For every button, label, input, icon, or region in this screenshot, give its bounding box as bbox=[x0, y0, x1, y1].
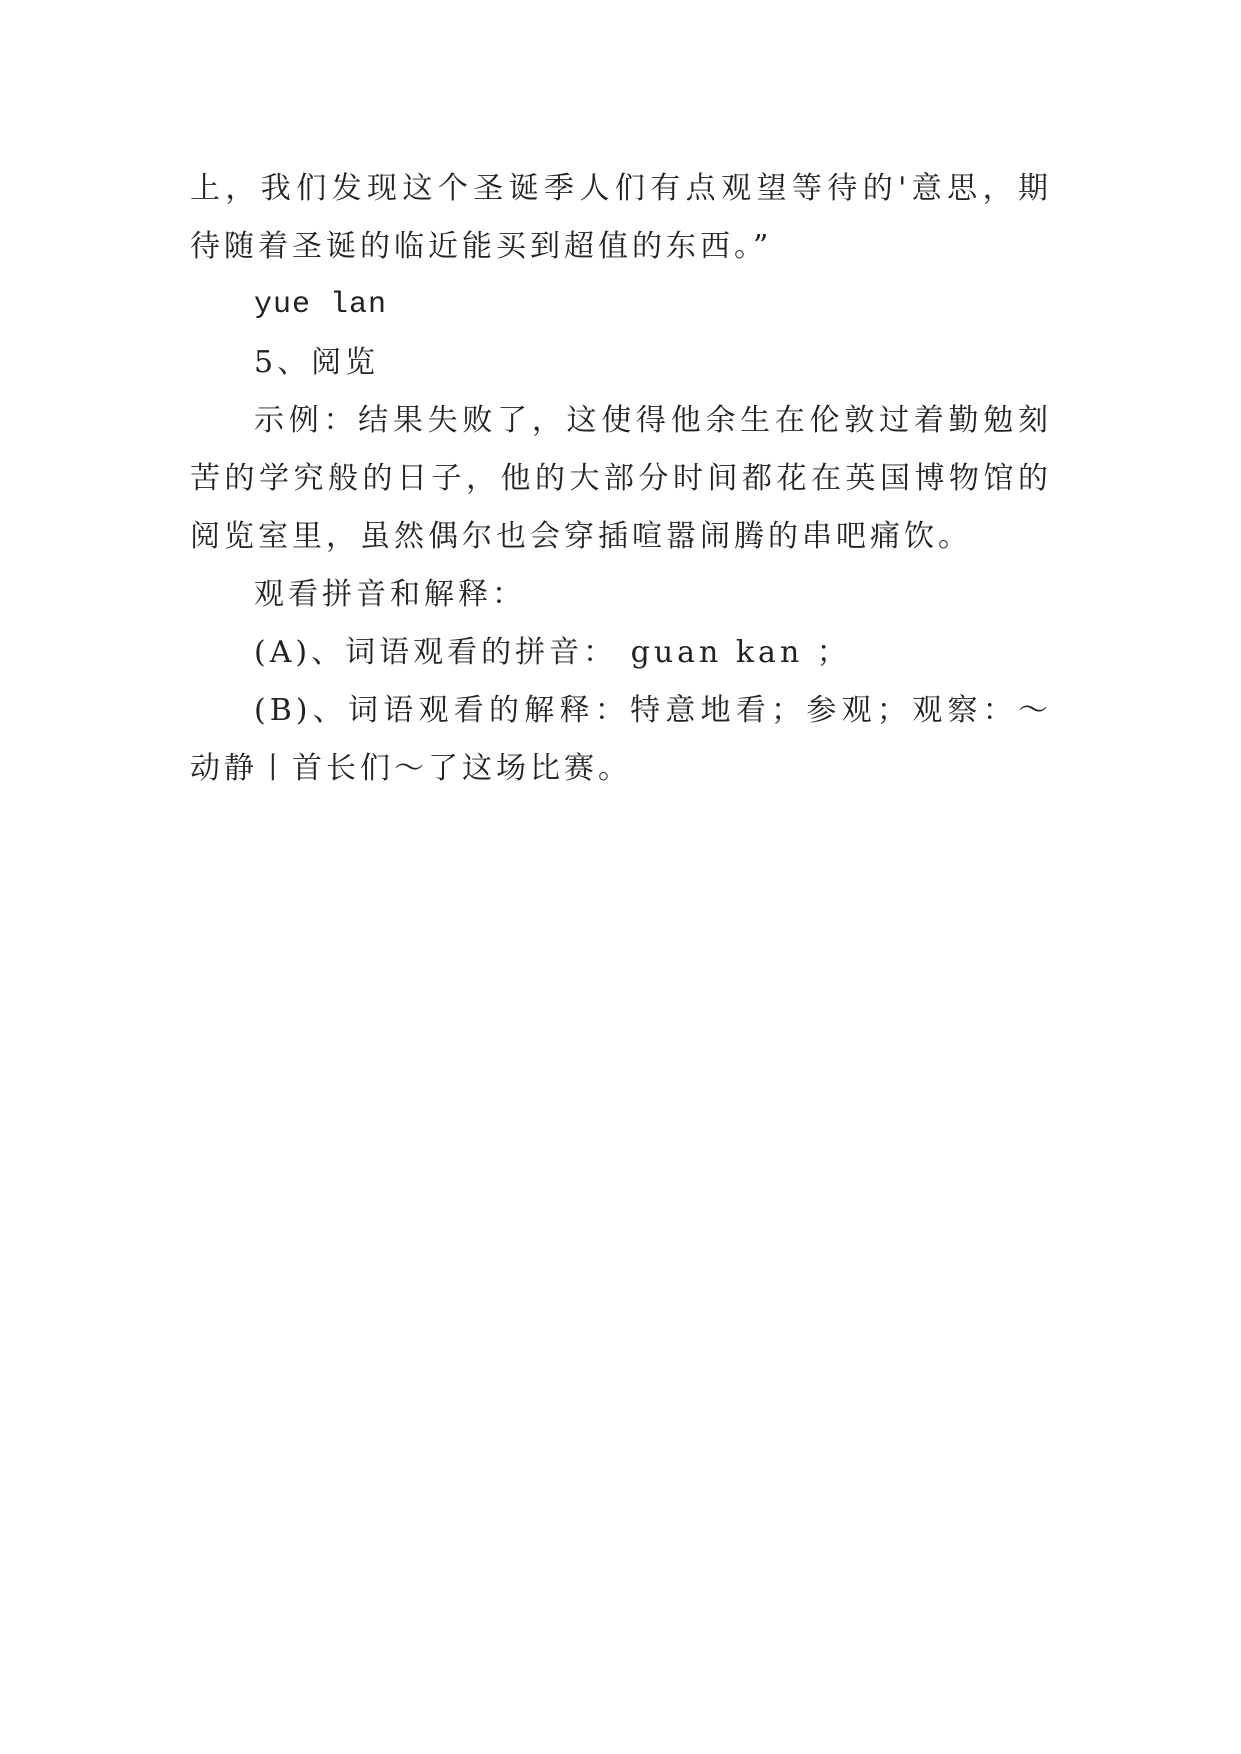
paragraph-heading: 5、阅览 bbox=[254, 345, 380, 380]
paragraph-continuation: 上，我们发现这个圣诞季人们有点观望等待的'意思，期待随着圣诞的临近能买到超值的东西。” bbox=[190, 171, 1052, 264]
paragraph-pinyin: yue lan bbox=[254, 288, 388, 322]
document-body bbox=[190, 160, 1052, 798]
paragraph-definition-item: (B)、词语观看的解释：特意地看；参观；观察：～动静丨首长们～了这场比赛。 bbox=[190, 693, 1052, 786]
paragraph-pinyin-item: (A)、词语观看的拼音： guan kan ； bbox=[254, 635, 851, 670]
paragraph-example: 示例：结果失败了，这使得他余生在伦敦过着勤勉刻苦的学究般的日子，他的大部分时间都花在英国博物馆的阅览室里，虽然偶尔也会穿插喧嚣闹腾的串吧痛饮。 bbox=[190, 403, 1052, 554]
paragraph-section-title: 观看拼音和解释： bbox=[254, 577, 526, 612]
